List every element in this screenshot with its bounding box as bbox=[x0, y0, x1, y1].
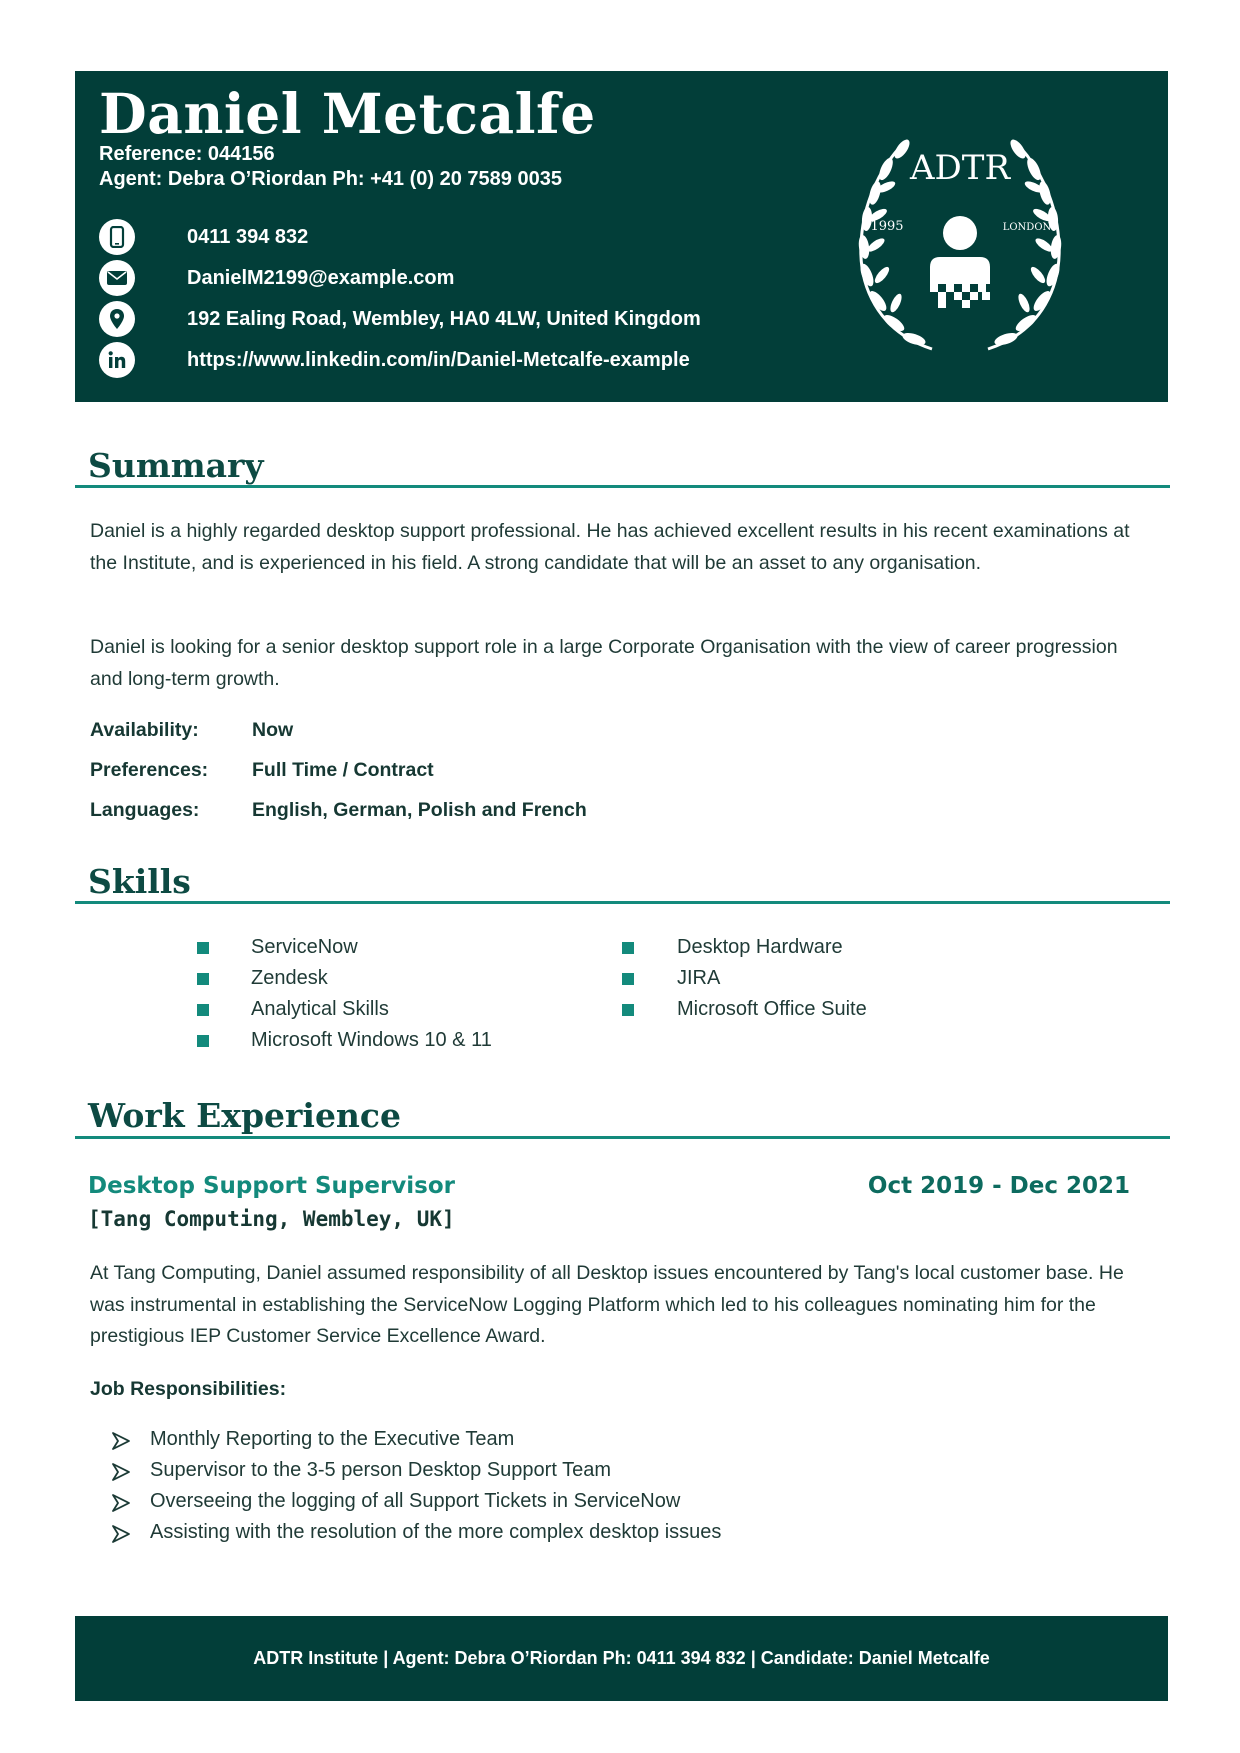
skill-bullet bbox=[197, 973, 209, 985]
linkedin-icon bbox=[99, 342, 135, 378]
logo-year: 1995 bbox=[870, 219, 904, 234]
responsibility-item: Monthly Reporting to the Executive Team bbox=[150, 1428, 515, 1450]
email-address[interactable]: DanielM2199@example.com bbox=[187, 266, 455, 289]
summary-paragraph-2: Daniel is looking for a senior desktop support role in a large Corporate Organisation with the view of career progression and long-term growth. bbox=[90, 636, 1118, 690]
skills-divider bbox=[75, 901, 1170, 904]
arrow-bullet-icon bbox=[112, 1432, 130, 1450]
summary-paragraph-1: Daniel is a highly regarded desktop support professional. He has achieved excellent results in his recent examinations at the Institute, and is experienced in his field. A strong candidate that will be an asset to any organisation. bbox=[90, 520, 1130, 574]
skill-bullet bbox=[622, 973, 634, 985]
job-description: At Tang Computing, Daniel assumed responsibility of all Desktop issues encountered by Tang's local customer base. He was instrumental in establishing the ServiceNow Logging Platform which led to his colleagues nominating him for the prestigious IEP Customer Service Excellence Award. bbox=[90, 1262, 1124, 1347]
summary-divider bbox=[75, 485, 1170, 488]
summary-heading: Summary bbox=[88, 446, 264, 485]
phone-icon bbox=[99, 219, 135, 255]
header-banner bbox=[75, 71, 1168, 402]
location-icon bbox=[99, 301, 135, 337]
skill-bullet bbox=[622, 1004, 634, 1016]
skills-heading: Skills bbox=[88, 862, 191, 901]
phone-number[interactable]: 0411 394 832 bbox=[187, 225, 309, 248]
skill-bullet bbox=[622, 942, 634, 954]
adtr-laurel-logo bbox=[820, 127, 1100, 357]
candidate-name: Daniel Metcalfe bbox=[99, 81, 596, 146]
skill-bullet bbox=[197, 1004, 209, 1016]
skill-bullet bbox=[197, 1035, 209, 1047]
agent-line: Agent: Debra O’Riordan Ph: +41 (0) 20 7589 0035 bbox=[99, 168, 562, 190]
responsibilities-heading: Job Responsibilities: bbox=[90, 1378, 287, 1400]
skill-item: ServiceNow bbox=[251, 936, 358, 958]
logo-city: LONDON bbox=[1002, 222, 1052, 233]
skill-item: Analytical Skills bbox=[251, 998, 389, 1020]
postal-address: 192 Ealing Road, Wembley, HA0 4LW, United Kingdom bbox=[187, 307, 701, 330]
contact-linkedin bbox=[99, 341, 690, 379]
arrow-bullet-icon bbox=[112, 1463, 130, 1481]
skill-item: JIRA bbox=[677, 967, 721, 989]
availability-label: Availability: bbox=[90, 719, 199, 741]
arrow-bullet-icon bbox=[112, 1525, 130, 1543]
preferences-label: Preferences: bbox=[90, 759, 209, 781]
footer-text: ADTR Institute | Agent: Debra O’Riordan Ph: 0411 394 832 | Candidate: Daniel Metcalfe bbox=[253, 1648, 990, 1668]
reference-number: Reference: 044156 bbox=[99, 143, 275, 165]
experience-divider bbox=[75, 1136, 1170, 1139]
experience-heading: Work Experience bbox=[88, 1096, 402, 1135]
footer-banner bbox=[75, 1616, 1168, 1701]
contact-phone bbox=[99, 218, 309, 256]
responsibility-item: Assisting with the resolution of the more complex desktop issues bbox=[150, 1521, 722, 1543]
skill-item: Desktop Hardware bbox=[677, 936, 843, 958]
responsibility-item: Supervisor to the 3-5 person Desktop Support Team bbox=[150, 1459, 611, 1481]
job-company: [Tang Computing, Wembley, UK] bbox=[88, 1207, 455, 1231]
arrow-bullet-icon bbox=[112, 1494, 130, 1512]
logo-title: ADTR bbox=[909, 148, 1011, 188]
skill-item: Zendesk bbox=[251, 967, 328, 989]
preferences-value: Full Time / Contract bbox=[252, 759, 434, 781]
email-icon bbox=[99, 260, 135, 296]
responsibility-item: Overseeing the logging of all Support Tickets in ServiceNow bbox=[150, 1490, 681, 1512]
job-title: Desktop Support Supervisor bbox=[88, 1173, 456, 1199]
skill-bullet bbox=[197, 942, 209, 954]
linkedin-url[interactable]: https://www.linkedin.com/in/Daniel-Metcalfe-example bbox=[187, 348, 690, 371]
contact-email bbox=[99, 259, 455, 297]
job-dates: Oct 2019 - Dec 2021 bbox=[867, 1173, 1130, 1199]
skill-item: Microsoft Office Suite bbox=[677, 998, 867, 1020]
skill-item: Microsoft Windows 10 & 11 bbox=[251, 1029, 492, 1051]
languages-value: English, German, Polish and French bbox=[252, 799, 587, 821]
contact-address bbox=[99, 300, 701, 338]
availability-value: Now bbox=[252, 719, 294, 741]
languages-label: Languages: bbox=[90, 799, 200, 821]
